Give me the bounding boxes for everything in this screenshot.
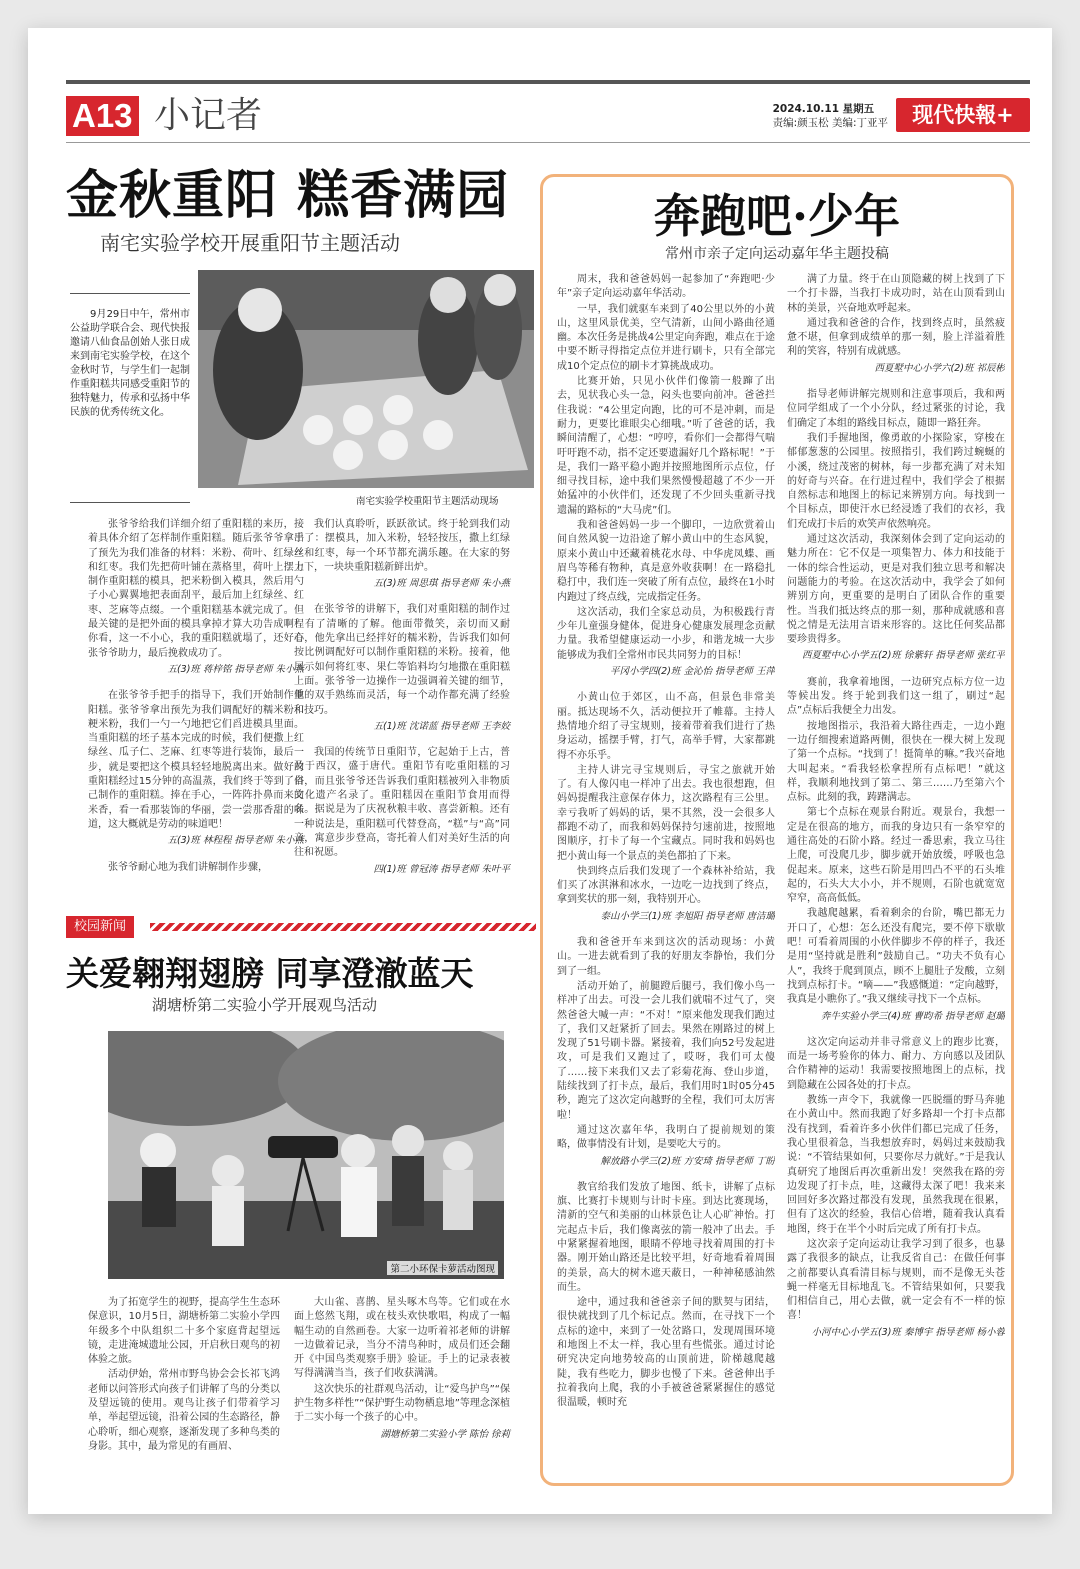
- paragraph: 赛前，我拿着地图，一边研究点标方位一边等候出发。终于轮到我们这一组了，刷过“起点”点标后我便全力出发。: [787, 676, 1005, 717]
- paragraph: 活动开始了，前腿蹬后腿弓，我们像小鸟一样冲了出去。可没一会儿我们就喘不过气了，突然爸爸大喊一声：“不对！”原来他发现我们跑过了，我们又赶紧折了回去。果然在刚路过的树上发现了51号刷卡器。紧接着，我们向52号发起进攻，可是我们又跑过了，哎呀，我们可太傻了……接下来我们又去了彩菊花海、登山步道，陆续找到了打卡点，最后，我们用时1时05分45秒，跑完了这次定向越野的全程，我们可太厉害啦！: [557, 980, 775, 1121]
- author-signature: 湖塘桥第二实验小学 陈怡 徐莉: [380, 1428, 510, 1440]
- author-signature: 小河中心小学五(3)班 秦博宇 指导老师 杨小蓉: [811, 1326, 1005, 1338]
- issue-date: 2024.10.11 星期五: [772, 103, 875, 115]
- author-signature: 泰山小学三(1)班 李旭阳 指导老师 唐洁璐: [600, 910, 775, 922]
- paragraph: 比赛开始，只见小伙伴们像箭一般蹿了出去，见状我心头一急，闷头也要向前冲。爸爸拦住我说：“4公里定向跑，比的可不是冲刺，而是耐力，更要比谁眼尖心细哦。”听了爸爸的话，我瞬间清醒了，心想：“哼哼，看你们一会都得气喘吁吁跑不动，指不定还要遗漏好几个路标呢！”于是，我们一路平稳小跑并按照地图所示点位，仔细寻找目标，途中我们果然慢慢超越了不少一开始猛冲的小伙伴们，还发现了不少回头重新寻找遗漏的路标的“大马虎”们。: [557, 376, 775, 516]
- article1-lead-box: [70, 293, 190, 503]
- paragraph: 张爷爷给我们详细介绍了重阳糕的来历，接着具体介绍了怎样制作重阳糕。随后张爷爷拿出了预先为我们准备的材料：米粉、荷叶、红绿丝和红枣。我们先把荷叶铺在蒸格里，荷叶上摆上制作重阳糕的模具，把米粉倒入模具，然后用勺子小心翼翼地把表面刮平，最后加上红绿丝、红枣、芝麻等点缀。一个重阳糕基本就完成了。但最关键的是把外面的模具拿掉才算大功告成啊！你看，这一不小心，我的重阳糕就塌了，还好有张爷爷助力，最后挽救成功了。: [88, 519, 304, 659]
- paragraph: 这次定向运动并非寻常意义上的跑步比赛，而是一场考验你的体力、耐力、方向感以及团队合作精神的运动！我需要按照地图上的点标，找到隐藏在公园各处的打卡点。: [787, 1036, 1005, 1091]
- section-name: 小记者: [154, 95, 263, 136]
- author-signature: 平冈小学四(2)班 金沁怡 指导老师 王萍: [609, 666, 775, 678]
- article1-subtitle: 南宅实验学校开展重阳节主题活动: [100, 231, 400, 255]
- paragraph: 我们认真聆听，跃跃欲试。终于轮到我们动手了：摆模具，加入米粉，轻轻按压，撒上红绿丝和红枣，每一个环节都充满乐趣。在大家的努力下，一块块重阳糕新鲜出炉。: [294, 519, 510, 573]
- article1-photo: [198, 270, 534, 488]
- author-signature: 四(1)班 曾冠涛 指导老师 朱叶平: [373, 863, 510, 875]
- article1-title: 金秋重阳 糕香满园: [66, 165, 510, 226]
- article1-column-2: [294, 518, 510, 889]
- author-signature: 奔牛实验小学三(4)班 曹昀希 指导老师 赵璐: [820, 1010, 1005, 1022]
- top-rule: [66, 80, 1030, 84]
- masthead: [66, 96, 1030, 142]
- article2-photo: [108, 1031, 504, 1279]
- paragraph: 通过我和爸爸的合作，找到终点时，虽然疲惫不堪，但拿到成绩单的那一刻，脸上洋溢着胜利的笑容，特别有成就感。: [787, 317, 1005, 358]
- paragraph: 第七个点标在观景台附近。观景台，我想一定是在很高的地方，而我的身边只有一条窄窄的通往高处的石阶小路。经过一番思索，我立马往上爬，可没爬几步，脚步就开始放缓，呼吸也急促起来。原来，这些石阶是用凹凸不平的石头堆起的，石头大大小小，并不规则，石阶也就宽宽窄窄，高高低低。: [787, 807, 1005, 905]
- campus-news-tag: 校园新闻: [66, 916, 134, 938]
- paragraph: 通过这次嘉年华，我明白了提前规划的策略，做事情没有计划，是要吃大亏的。: [557, 1124, 775, 1151]
- paragraph: 教官给我们发放了地图、纸卡，讲解了点标旗、比赛打卡规则与计时卡座。到达比赛现场，清新的空气和美丽的山林景色让人心旷神怡。打完起点卡后，我们像离弦的箭一般冲了出去。手中紧紧握着地图，眼睛不停地寻找着周围的打卡器。刚开始山路还是比较平坦，好奇地看着周围的美景，高大的树木遮天蔽日，一种神秘感油然而生。: [557, 1181, 775, 1293]
- article3-title: 奔跑吧·少年: [653, 189, 900, 243]
- article3-column-1: [557, 273, 775, 1479]
- paragraph: 我和爸爸开车来到这次的活动现场：小黄山。一进去就看到了我的好朋友李静怡，我们分到了一组。: [557, 937, 775, 977]
- paragraph: 这次快乐的社群观鸟活动，让“爱鸟护鸟”“保护生物多样性”“保护野生动物栖息地”等理念深植于二实小每一个孩子的心中。: [294, 1383, 510, 1424]
- paragraph: 在张爷爷的讲解下，我们对重阳糕的制作过程有了清晰的了解。他面带微笑，亲切而又耐心，他先拿出已经拌好的糯米粉，告诉我们如何按比例调配好可以制作重阳糕的米粉。接着，他展示如何将红枣、果仁等馅料均匀地撒在重阳糕上面。张爷爷一边操作一边强调着关键的细节，他的双手熟练而灵活，每一个动作都充满了经验和技巧。: [294, 604, 510, 716]
- author-signature: 五(1)班 沈诺蓝 指导老师 王李姣: [373, 720, 510, 732]
- paragraph: 我们手握地图，像勇敢的小探险家，穿梭在郁郁葱葱的公园里。按照指引，我们跨过蜿蜒的小溪，绕过茂密的树林，每一步都充满了对未知的好奇与兴奋。在行进过程中，我们学会了根据自然标志和地图上的标记来辨别方向。每找到一个目标点，即使汗水已经浸透了我们的衣衫，我们充成打卡后的欢笑声依然响亮。: [787, 432, 1005, 530]
- paragraph: 这次亲子定向运动让我学习到了很多，也暴露了我很多的缺点，让我反省自己：在做任何事之前都要认真看清目标与规则，而不是像无头苍蝇一样毫无目标地乱飞。不管结果如何，只要我们相信自己，用心去做，就一定会有不一样的惊喜！: [787, 1239, 1005, 1322]
- paragraph: 指导老师讲解完规则和注意事项后，我和两位同学组成了一个小分队，经过紧张的讨论，我们确定了本组的路线目标点，随即一路狂奔。: [787, 389, 1005, 429]
- paragraph: 快到终点后我们发现了一个森林补给站，我们买了冰淇淋和冰水，一边吃一边找到了终点，拿到奖状的那一刻，我特别开心。: [557, 865, 775, 906]
- paragraph: 小黄山位于郊区，山不高，但景色非常美丽。抵达现场不久，活动便拉开了帷幕。主持人热情地介绍了寻宝规则，接着带着我们进行了热身运动，摇摆手臂，打气，高举手臂，大家都跳得不亦乐乎。: [557, 692, 775, 761]
- masthead-rule: [66, 142, 1030, 143]
- author-signature: 西夏墅中心小学五(2)班 徐紫轩 指导老师 张红平: [801, 650, 1005, 662]
- paragraph: 我和爸爸妈妈一步一个脚印，一边欣赏着山间自然风貌一边沿途了解小黄山中的生态风貌，原来小黄山中还藏着桃花水母、中华虎凤蝶、画眉鸟等稀有物种，真是意外收获啊！在一路稳扎稳打中，我们连一突破了所有点位，最终在1小时内跑过了终点线，完成指定任务。: [557, 520, 775, 603]
- article2-column-2: [294, 1296, 510, 1454]
- article3-subtitle: 常州市亲子定向运动嘉年华主题投稿: [665, 246, 889, 262]
- author-signature: 解放路小学三(2)班 方安琦 指导老师 丁盼: [600, 1155, 775, 1167]
- paragraph: 我国的传统节日重阳节，它起始于上古，普及于西汉，盛于唐代。重阳节有吃重阳糕的习俗，而且张爷爷还告诉我们重阳糕被列入非物质文化遗产名录了。重阳糕因在重阳节食用而得名。据说是为了庆祝秋粮丰收、喜尝新粮。还有一种说法是，重阳糕可代替登高，“糕”与“高”同音，寓意步步登高，寄托着人们对美好生活的向往和祝愿。: [294, 747, 510, 859]
- paragraph: 一早，我们就驱车来到了40公里以外的小黄山，这里风景优美，空气清新，山间小路曲径通幽。本次任务是挑战4公里定向奔跑，难点在于途中要不断寻得指定点位并进行刷卡，只有全部完成10个定点位的刷卡才算挑战成功。: [557, 303, 775, 372]
- author-signature: 五(3)班 林程程 指导老师 朱小燕: [167, 835, 304, 847]
- author-signature: 五(3)班 周思琪 指导老师 朱小燕: [373, 578, 510, 590]
- paragraph: 途中，通过我和爸爸亲子间的默契与团结，很快就找到了几个标记点。然而，在寻找下一个点标的途中，来到了一处岔路口，发现周围环境和地图上不太一样，我心里有些慌张。通过讨论研究决定向地势较高的山顶前进，阶梯越爬越陡，我有些吃力，脚步也慢了下来。爸爸伸出手拉着我向上爬，我的小手被爸爸紧紧握住的感觉很温暖，顿时充: [557, 1297, 775, 1409]
- tag-stripe: [150, 923, 536, 931]
- paragraph: 教练一声令下，我就像一匹脱缰的野马奔驰在小黄山中。然而我跑了好多路却一个打卡点都没有找到，看着许多小伙伴们都已完成了任务，我心里很着急，当我想放弃时，妈妈过来鼓励我说：“不管结果如何，只要你尽力就好。”于是我认真研究了地图后再次重新出发！突然我在路的旁边发现了打卡点，哇，这藏得太深了吧！我来来回回好多次路过都没有发现，虽然我现在很累，但有了这次的经验，我信心倍增，随着我认真看地图，终于在半个小时后完成了所有打卡点。: [787, 1095, 1005, 1235]
- article3-column-2: [787, 273, 1005, 1479]
- article2-subtitle: 湖塘桥第二实验小学开展观鸟活动: [152, 996, 378, 1014]
- newspaper-logo: 现代快報+: [896, 98, 1030, 132]
- paragraph: 满了力量。终于在山顶隐藏的树上找到了下一个打卡器，当我打卡成功时，站在山顶看到山林的美景，兴奋地欢呼起来。: [787, 274, 1005, 314]
- cooking-scene-illustration: [198, 270, 534, 488]
- paragraph: 为了拓宽学生的视野，提高学生生态环保意识，10月5日，湖塘桥第二实验小学四年级多个中队组织二十多个家庭背起望远镜，走进淹城遗址公园，开启秋日观鸟的初体验之旅。: [88, 1297, 280, 1366]
- paragraph: 我越爬越累，看着剩余的台阶，嘴巴都无力开口了，心想：怎么还没有爬完，要不停下歇歇吧！可看着周围的小伙伴脚步不停的样子，我还是用“坚持就是胜利”鼓励自己。“功夫不负有心人”，我终于爬到顶点，顾不上腿肚子发酸，立刻找到点标打卡。“嘀——”我感慨道：“定向越野，我真是小瞧你了。”我又继续寻找下一个点标。: [787, 908, 1005, 1006]
- page-number: A13: [66, 96, 139, 136]
- paragraph: 主持人讲完寻宝规则后，寻宝之旅就开始了。有人像闪电一样冲了出去。我也很想跑，但妈妈提醒我注意保存体力，这次路程有三公里。幸亏我听了妈妈的话，果不其然，没一会很多人都跑不动了，而我和妈妈保持匀速前进，按照地图顺序，打卡了每一个宝藏点。同时我和妈妈也把小黄山每一个景点的美色都拍了下来。: [557, 764, 775, 862]
- paragraph: 这次活动，我们全家总动员，为积极践行青少年儿童强身健体，促进身心健康发展理念贡献力量。我希望健康运动一小步，和谐龙城一大步能够成为我们全常州市民共同努力的目标！: [557, 606, 775, 661]
- editor-credits: 责编:颜玉松 美编:丁亚平: [772, 117, 888, 129]
- paragraph: 周末，我和爸爸妈妈一起参加了“奔跑吧·少年”亲子定向运动嘉年华活动。: [557, 274, 775, 300]
- article3-frame: [540, 174, 1014, 1486]
- article2-photo-caption: 第二小环保卡萝活动图现: [387, 1261, 498, 1275]
- paragraph: 在张爷爷手把手的指导下，我们开始制作重阳糕。张爷爷拿出预先为我们调配好的糯米粉和粳米粉，我们一勺一勺地把它们舀进模具里面。当重阳糕的坯子基本完成的时候，我们便撒上红绿丝、瓜子仁、芝麻、红枣等进行装饰，最后一步，就是要把这个模具轻轻地脱离出来。做好的重阳糕经过15分钟的高温蒸，我们终于等到了自己制作的重阳糕。捧在手心，一阵阵扑鼻而来的米香，看一看那装饰的华丽，尝一尝那香甜的味道，这大概就是劳动的味道吧！: [88, 690, 304, 830]
- article1-lead: 9月29日中午，常州市公益助学联合会、现代快报邀请八仙食品创始人张日成来到南宅实验学校，在这个金秋时节，与学生们一起制作重阳糕共同感受重阳节的独特魅力，传承和弘扬中华民族的优秀传统文化。: [70, 309, 190, 418]
- date-info: [773, 102, 888, 130]
- article2-title: 关爱翱翔翅膀 同享澄澈蓝天: [66, 954, 474, 993]
- article2-column-1: [88, 1296, 280, 1455]
- birdwatching-scene-illustration: [108, 1031, 504, 1279]
- newspaper-page: [28, 28, 1052, 1514]
- author-signature: 五(3)班 蒋梓铭 指导老师 朱小燕: [167, 663, 304, 675]
- author-signature: 西夏墅中心小学六(2)班 祁辰彬: [874, 362, 1005, 374]
- article1-column-1: [88, 518, 304, 876]
- paragraph: 活动伊始，常州市野鸟协会会长祁飞鸿老师以问答形式向孩子们讲解了鸟的分类以及望远镜的使用。观鸟让孩子们带着学习单，举起望远镜，沿着公园的生态路径，静心聆听，细心观察，逐渐发现了多种鸟类的身影。其中，最为常见的有画眉、: [88, 1369, 280, 1452]
- paragraph: 按地图指示，我沿着大路往西走，一边小跑一边仔细搜索道路两侧，很快在一棵大树上发现了第一个点标。“找到了！挺简单的嘛。”我兴奋地大叫起来。“看我轻松拿捏所有点标吧！”就这样，我顺利地找到了第二、第三……乃至第六个点标。此刻的我，踌躇满志。: [787, 720, 1005, 804]
- article1-photo-caption: 南宅实验学校重阳节主题活动现场: [356, 496, 499, 507]
- paragraph: 大山雀、喜鹊、星头啄木鸟等。它们或在水面上悠然飞翔，或在枝头欢快歌唱，构成了一幅幅生动的自然画卷。大家一边听着祁老师的讲解一边做着记录，当分不清鸟种时，成员们还会翻开《中国鸟类观察手册》验证。手上的记录表被写得满满当当，孩子们收获满满。: [294, 1297, 510, 1380]
- paragraph: 通过这次活动，我深刻体会到了定向运动的魅力所在：它不仅是一项集智力、体力和技能于一体的综合性运动，更是对我们独立思考和解决问题能力的考验。在这次活动中，我学会了如何辨别方向，更重要的是明白了团队合作的重要性。当我们抵达终点的那一刻，那种成就感和喜悦之情是无法用言语来形容的。这比任何奖品都要珍贵得多。: [787, 534, 1005, 646]
- campus-news-bar: [66, 916, 536, 938]
- paragraph: 张爷爷耐心地为我们讲解制作步骤，: [108, 861, 268, 873]
